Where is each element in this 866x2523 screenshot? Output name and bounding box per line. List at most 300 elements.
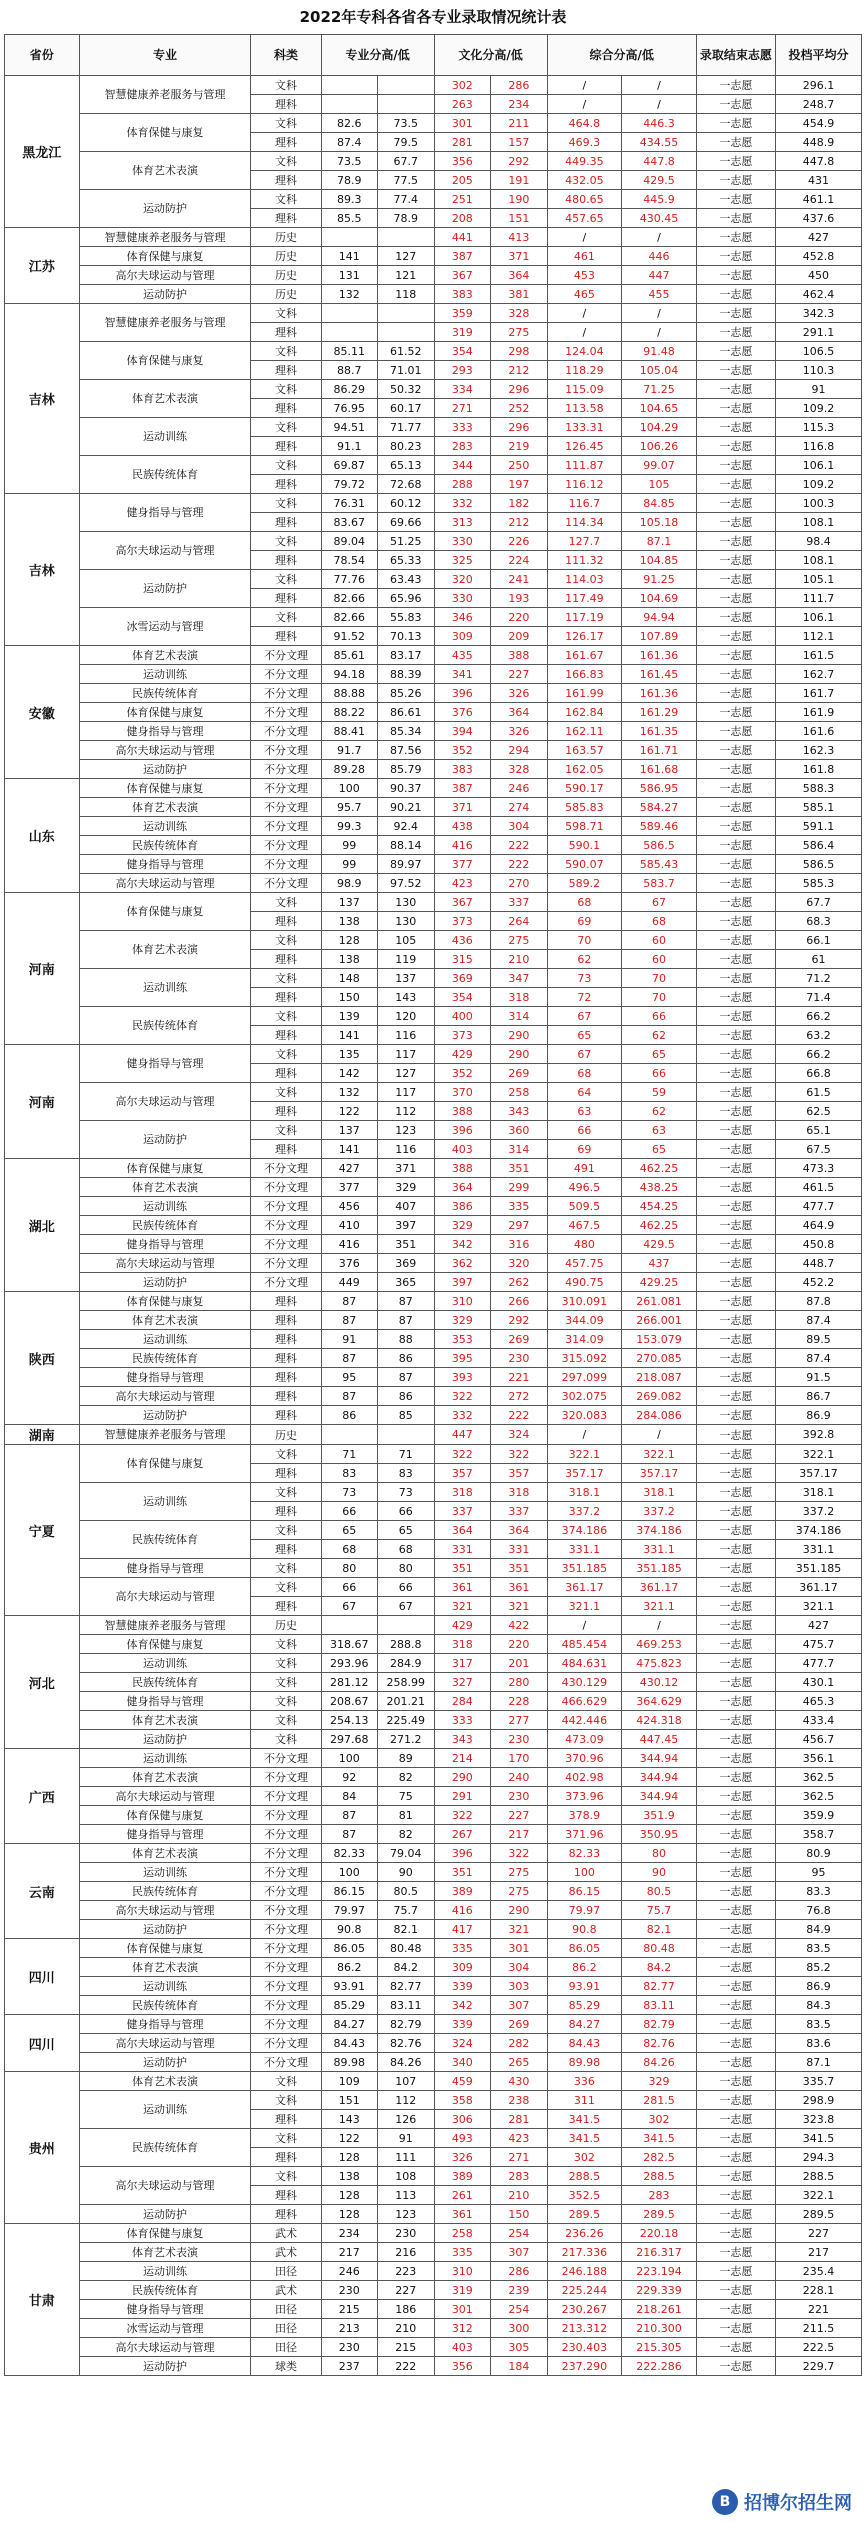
major-score-high: 94.18 (321, 665, 378, 684)
average-score-cell: 91.5 (775, 1368, 861, 1387)
table-row (5, 798, 862, 817)
track-cell: 不分文理 (251, 1749, 321, 1768)
major-score-high: 128 (321, 2205, 378, 2224)
culture-score-high: 332 (434, 494, 491, 513)
composite-score-high: 480 (547, 1235, 622, 1254)
major-score-high: 148 (321, 969, 378, 988)
culture-score-low: 351 (491, 1159, 548, 1178)
culture-score-low: 254 (491, 2300, 548, 2319)
track-cell: 球类 (251, 2357, 321, 2376)
major-score-high: 230 (321, 2281, 378, 2300)
composite-score-high: 63 (547, 1102, 622, 1121)
composite-score-high: 115.09 (547, 380, 622, 399)
final-choice-cell: 一志愿 (696, 1254, 775, 1273)
major-score-low: 63.43 (378, 570, 435, 589)
table-row (5, 1635, 862, 1654)
major-score-low: 60.17 (378, 399, 435, 418)
track-cell: 理科 (251, 513, 321, 532)
composite-score-high: 320.083 (547, 1406, 622, 1425)
table-row (5, 760, 862, 779)
final-choice-cell: 一志愿 (696, 418, 775, 437)
major-score-high: 68 (321, 1540, 378, 1559)
major-score-low: 117 (378, 1083, 435, 1102)
composite-score-high: 310.091 (547, 1292, 622, 1311)
composite-score-low: 161.71 (622, 741, 697, 760)
track-cell: 文科 (251, 190, 321, 209)
culture-score-low: 292 (491, 1311, 548, 1330)
final-choice-cell: 一志愿 (696, 1102, 775, 1121)
major-score-low: 222 (378, 2357, 435, 2376)
composite-score-high: 246.188 (547, 2262, 622, 2281)
major-score-high: 246 (321, 2262, 378, 2281)
major-cell: 健身指导与管理 (79, 1825, 251, 1844)
track-cell: 文科 (251, 1045, 321, 1064)
track-cell: 不分文理 (251, 2015, 321, 2034)
track-cell: 不分文理 (251, 1254, 321, 1273)
average-score-cell: 116.8 (775, 437, 861, 456)
major-cell: 民族传统体育 (79, 684, 251, 703)
major-score-low: 81 (378, 1806, 435, 1825)
track-cell: 不分文理 (251, 855, 321, 874)
track-cell: 理科 (251, 399, 321, 418)
average-score-cell: 335.7 (775, 2072, 861, 2091)
table-row (5, 1958, 862, 1977)
major-score-low: 121 (378, 266, 435, 285)
composite-score-high: 321.1 (547, 1597, 622, 1616)
track-cell: 文科 (251, 1730, 321, 1749)
culture-score-low: 230 (491, 1730, 548, 1749)
composite-score-high: 322.1 (547, 1445, 622, 1464)
culture-score-low: 290 (491, 1045, 548, 1064)
composite-score-high: 90.8 (547, 1920, 622, 1939)
composite-score-low: 161.35 (622, 722, 697, 741)
major-cell: 健身指导与管理 (79, 494, 251, 532)
final-choice-cell: 一志愿 (696, 1045, 775, 1064)
culture-score-high: 309 (434, 1958, 491, 1977)
major-score-low: 216 (378, 2243, 435, 2262)
culture-score-high: 364 (434, 1521, 491, 1540)
major-score-low: 66 (378, 1502, 435, 1521)
composite-score-low: 80 (622, 1844, 697, 1863)
average-score-cell: 161.7 (775, 684, 861, 703)
average-score-cell: 586.4 (775, 836, 861, 855)
major-cell: 高尔夫球运动与管理 (79, 1387, 251, 1406)
final-choice-cell: 一志愿 (696, 1863, 775, 1882)
average-score-cell: 66.1 (775, 931, 861, 950)
major-score-low: 83.17 (378, 646, 435, 665)
average-score-cell: 586.5 (775, 855, 861, 874)
composite-score-high: 68 (547, 893, 622, 912)
track-cell: 理科 (251, 133, 321, 152)
average-score-cell: 161.5 (775, 646, 861, 665)
final-choice-cell: 一志愿 (696, 361, 775, 380)
track-cell: 理科 (251, 950, 321, 969)
major-score-high: 293.96 (321, 1654, 378, 1673)
major-cell: 体育保健与康复 (79, 1159, 251, 1178)
culture-score-high: 341 (434, 665, 491, 684)
composite-score-high: 509.5 (547, 1197, 622, 1216)
culture-score-low: 269 (491, 1330, 548, 1349)
major-cell: 运动防护 (79, 2205, 251, 2224)
composite-score-high: / (547, 323, 622, 342)
composite-score-high: 230.267 (547, 2300, 622, 2319)
track-cell: 理科 (251, 209, 321, 228)
major-score-high: 69.87 (321, 456, 378, 475)
culture-score-low: 281 (491, 2110, 548, 2129)
major-score-high: 87 (321, 1292, 378, 1311)
composite-score-low: 210.300 (622, 2319, 697, 2338)
culture-score-high: 309 (434, 627, 491, 646)
average-score-cell: 89.5 (775, 1330, 861, 1349)
track-cell: 理科 (251, 1406, 321, 1425)
major-score-high (321, 76, 378, 95)
final-choice-cell: 一志愿 (696, 589, 775, 608)
track-cell: 不分文理 (251, 1806, 321, 1825)
major-score-low: 116 (378, 1140, 435, 1159)
culture-score-low: 360 (491, 1121, 548, 1140)
track-cell: 不分文理 (251, 2034, 321, 2053)
composite-score-high: 68 (547, 1064, 622, 1083)
major-score-low: 61.52 (378, 342, 435, 361)
composite-score-low: 80.5 (622, 1882, 697, 1901)
average-score-cell: 475.7 (775, 1635, 861, 1654)
major-cell: 智慧健康养老服务与管理 (79, 1425, 251, 1445)
major-score-high: 87.4 (321, 133, 378, 152)
major-score-high: 122 (321, 2129, 378, 2148)
culture-score-low: 272 (491, 1387, 548, 1406)
culture-score-low: 280 (491, 1673, 548, 1692)
track-cell: 武术 (251, 2243, 321, 2262)
composite-score-low: 104.69 (622, 589, 697, 608)
major-score-low: 51.25 (378, 532, 435, 551)
final-choice-cell: 一志愿 (696, 779, 775, 798)
table-row (5, 2034, 862, 2053)
table-row (5, 342, 862, 361)
culture-score-high: 351 (434, 1863, 491, 1882)
composite-score-high: / (547, 1425, 622, 1445)
major-score-high: 93.91 (321, 1977, 378, 1996)
composite-score-high: 378.9 (547, 1806, 622, 1825)
major-score-low: 137 (378, 969, 435, 988)
culture-score-high: 267 (434, 1825, 491, 1844)
major-score-low: 73 (378, 1483, 435, 1502)
track-cell: 文科 (251, 893, 321, 912)
major-score-low (378, 1425, 435, 1445)
culture-score-high: 317 (434, 1654, 491, 1673)
major-cell: 健身指导与管理 (79, 1045, 251, 1083)
table-row (5, 114, 862, 133)
composite-score-high: 288.5 (547, 2167, 622, 2186)
culture-score-low: 234 (491, 95, 548, 114)
major-score-high: 95.7 (321, 798, 378, 817)
composite-score-low: 434.55 (622, 133, 697, 152)
culture-score-high: 367 (434, 266, 491, 285)
track-cell: 文科 (251, 1559, 321, 1578)
track-cell: 不分文理 (251, 741, 321, 760)
culture-score-high: 438 (434, 817, 491, 836)
major-cell: 体育保健与康复 (79, 1445, 251, 1483)
major-cell: 运动训练 (79, 1330, 251, 1349)
final-choice-cell: 一志愿 (696, 2338, 775, 2357)
major-score-high: 109 (321, 2072, 378, 2091)
composite-score-low: 218.087 (622, 1368, 697, 1387)
major-score-low: 72.68 (378, 475, 435, 494)
culture-score-low: 190 (491, 190, 548, 209)
composite-score-low: 65 (622, 1045, 697, 1064)
culture-score-high: 435 (434, 646, 491, 665)
track-cell: 理科 (251, 2205, 321, 2224)
composite-score-high: 457.65 (547, 209, 622, 228)
culture-score-high: 324 (434, 2034, 491, 2053)
composite-score-low: 270.085 (622, 1349, 697, 1368)
major-score-high: 90.8 (321, 1920, 378, 1939)
culture-score-high: 214 (434, 1749, 491, 1768)
culture-score-low: 275 (491, 1882, 548, 1901)
major-cell: 运动训练 (79, 1654, 251, 1673)
major-score-high: 99 (321, 836, 378, 855)
final-choice-cell: 一志愿 (696, 247, 775, 266)
final-choice-cell: 一志愿 (696, 1958, 775, 1977)
culture-score-high: 283 (434, 437, 491, 456)
major-score-low: 120 (378, 1007, 435, 1026)
table-row (5, 1445, 862, 1464)
composite-score-low: 106.26 (622, 437, 697, 456)
composite-score-low: 584.27 (622, 798, 697, 817)
culture-score-high: 333 (434, 418, 491, 437)
major-score-low: 84.2 (378, 1958, 435, 1977)
major-score-high: 213 (321, 2319, 378, 2338)
major-cell: 体育艺术表演 (79, 1311, 251, 1330)
composite-score-low: 329 (622, 2072, 697, 2091)
table-row (5, 1692, 862, 1711)
major-cell: 体育保健与康复 (79, 779, 251, 798)
track-cell: 文科 (251, 1007, 321, 1026)
table-row (5, 874, 862, 893)
composite-score-low: / (622, 76, 697, 95)
average-score-cell: 291.1 (775, 323, 861, 342)
major-score-low: 65.33 (378, 551, 435, 570)
major-score-low: 69.66 (378, 513, 435, 532)
track-cell: 不分文理 (251, 684, 321, 703)
culture-score-low: 262 (491, 1273, 548, 1292)
composite-score-low: 90 (622, 1863, 697, 1882)
final-choice-cell: 一志愿 (696, 2148, 775, 2167)
major-cell: 民族传统体育 (79, 1996, 251, 2015)
culture-score-high: 389 (434, 1882, 491, 1901)
major-score-low: 68 (378, 1540, 435, 1559)
composite-score-low: 91.25 (622, 570, 697, 589)
culture-score-low: 220 (491, 1635, 548, 1654)
culture-score-high: 291 (434, 1787, 491, 1806)
composite-score-low: 222.286 (622, 2357, 697, 2376)
composite-score-low: 70 (622, 988, 697, 1007)
table-row (5, 1977, 862, 1996)
track-cell: 理科 (251, 2148, 321, 2167)
culture-score-high: 352 (434, 741, 491, 760)
final-choice-cell: 一志愿 (696, 1368, 775, 1387)
composite-score-low: 223.194 (622, 2262, 697, 2281)
header-row (5, 35, 862, 76)
major-score-high: 128 (321, 2148, 378, 2167)
final-choice-cell: 一志愿 (696, 912, 775, 931)
culture-score-low: 211 (491, 114, 548, 133)
final-choice-cell: 一志愿 (696, 1387, 775, 1406)
average-score-cell: 450.8 (775, 1235, 861, 1254)
composite-score-low: 302 (622, 2110, 697, 2129)
culture-score-high: 388 (434, 1102, 491, 1121)
culture-score-low: 212 (491, 513, 548, 532)
culture-score-low: 269 (491, 2015, 548, 2034)
culture-score-low: 292 (491, 152, 548, 171)
average-score-cell: 61.5 (775, 1083, 861, 1102)
major-score-low: 97.52 (378, 874, 435, 893)
major-score-high: 91.52 (321, 627, 378, 646)
table-row (5, 1330, 862, 1349)
composite-score-low: 586.95 (622, 779, 697, 798)
composite-score-high: 590.07 (547, 855, 622, 874)
final-choice-cell: 一志愿 (696, 342, 775, 361)
culture-score-high: 263 (434, 95, 491, 114)
major-score-low: 117 (378, 1045, 435, 1064)
culture-score-low: 305 (491, 2338, 548, 2357)
major-score-high: 88.88 (321, 684, 378, 703)
composite-score-low: 60 (622, 931, 697, 950)
culture-score-high: 364 (434, 1178, 491, 1197)
culture-score-high: 361 (434, 1578, 491, 1597)
track-cell: 理科 (251, 988, 321, 1007)
major-score-low: 71.01 (378, 361, 435, 380)
track-cell: 不分文理 (251, 703, 321, 722)
final-choice-cell: 一志愿 (696, 1654, 775, 1673)
average-score-cell: 461.5 (775, 1178, 861, 1197)
composite-score-low: 589.46 (622, 817, 697, 836)
major-score-high: 98.9 (321, 874, 378, 893)
final-choice-cell: 一志愿 (696, 1540, 775, 1559)
province-cell: 吉林 (5, 304, 80, 494)
major-cell: 体育艺术表演 (79, 646, 251, 665)
major-score-low: 79.04 (378, 1844, 435, 1863)
major-score-low: 87 (378, 1368, 435, 1387)
table-row (5, 1216, 862, 1235)
major-score-high: 88.22 (321, 703, 378, 722)
track-cell: 不分文理 (251, 1939, 321, 1958)
major-score-low: 288.8 (378, 1635, 435, 1654)
composite-score-high: 449.35 (547, 152, 622, 171)
average-score-cell: 448.7 (775, 1254, 861, 1273)
major-score-low: 397 (378, 1216, 435, 1235)
culture-score-low: 250 (491, 456, 548, 475)
major-score-high: 99 (321, 855, 378, 874)
major-score-low (378, 1616, 435, 1635)
composite-score-high: 133.31 (547, 418, 622, 437)
culture-score-high: 320 (434, 570, 491, 589)
table-row (5, 2300, 862, 2319)
final-choice-cell: 一志愿 (696, 475, 775, 494)
average-score-cell: 448.9 (775, 133, 861, 152)
average-score-cell: 294.3 (775, 2148, 861, 2167)
composite-score-high: 89.98 (547, 2053, 622, 2072)
major-score-low (378, 228, 435, 247)
track-cell: 不分文理 (251, 1901, 321, 1920)
average-score-cell: 100.3 (775, 494, 861, 513)
culture-score-high: 354 (434, 988, 491, 1007)
final-choice-cell: 一志愿 (696, 190, 775, 209)
composite-score-low: 357.17 (622, 1464, 697, 1483)
culture-score-high: 373 (434, 1026, 491, 1045)
culture-score-low: 210 (491, 950, 548, 969)
major-score-high: 138 (321, 912, 378, 931)
major-score-high: 87 (321, 1806, 378, 1825)
major-cell: 运动防护 (79, 1730, 251, 1749)
composite-score-high: 585.83 (547, 798, 622, 817)
composite-score-high: 65 (547, 1026, 622, 1045)
major-score-high: 376 (321, 1254, 378, 1273)
average-score-cell: 84.9 (775, 1920, 861, 1939)
track-cell: 文科 (251, 418, 321, 437)
final-choice-cell: 一志愿 (696, 2129, 775, 2148)
major-score-high: 66 (321, 1502, 378, 1521)
track-cell: 理科 (251, 1140, 321, 1159)
major-score-high: 78.54 (321, 551, 378, 570)
composite-score-low: 65 (622, 1140, 697, 1159)
culture-score-low: 328 (491, 760, 548, 779)
table-row (5, 1045, 862, 1064)
composite-score-high: 162.84 (547, 703, 622, 722)
table-row (5, 1197, 862, 1216)
final-choice-cell: 一志愿 (696, 228, 775, 247)
culture-score-high: 288 (434, 475, 491, 494)
culture-score-high: 333 (434, 1711, 491, 1730)
final-choice-cell: 一志愿 (696, 703, 775, 722)
major-score-low: 284.9 (378, 1654, 435, 1673)
track-cell: 不分文理 (251, 1844, 321, 1863)
culture-score-high: 358 (434, 2091, 491, 2110)
composite-score-low: 322.1 (622, 1445, 697, 1464)
composite-score-high: 213.312 (547, 2319, 622, 2338)
culture-score-low: 274 (491, 798, 548, 817)
table-row (5, 1273, 862, 1292)
table-row (5, 2224, 862, 2243)
major-score-high: 128 (321, 2186, 378, 2205)
final-choice-cell: 一志愿 (696, 1483, 775, 1502)
table-row (5, 817, 862, 836)
composite-score-low: 75.7 (622, 1901, 697, 1920)
culture-score-high: 351 (434, 1559, 491, 1578)
composite-score-high: 67 (547, 1007, 622, 1026)
final-choice-cell: 一志愿 (696, 551, 775, 570)
composite-score-high: 361.17 (547, 1578, 622, 1597)
final-choice-cell: 一志愿 (696, 1464, 775, 1483)
final-choice-cell: 一志愿 (696, 2072, 775, 2091)
average-score-cell: 86.9 (775, 1977, 861, 1996)
major-score-high: 76.95 (321, 399, 378, 418)
table-row (5, 684, 862, 703)
major-score-low (378, 95, 435, 114)
table-row (5, 285, 862, 304)
major-cell: 体育保健与康复 (79, 2224, 251, 2243)
province-cell: 广西 (5, 1749, 80, 1844)
major-score-low: 77.5 (378, 171, 435, 190)
culture-score-low: 224 (491, 551, 548, 570)
table-row (5, 418, 862, 437)
final-choice-cell: 一志愿 (696, 1977, 775, 1996)
culture-score-low: 264 (491, 912, 548, 931)
track-cell: 理科 (251, 361, 321, 380)
province-cell: 四川 (5, 2015, 80, 2072)
culture-score-high: 371 (434, 798, 491, 817)
culture-score-high: 389 (434, 2167, 491, 2186)
composite-score-low: 91.48 (622, 342, 697, 361)
